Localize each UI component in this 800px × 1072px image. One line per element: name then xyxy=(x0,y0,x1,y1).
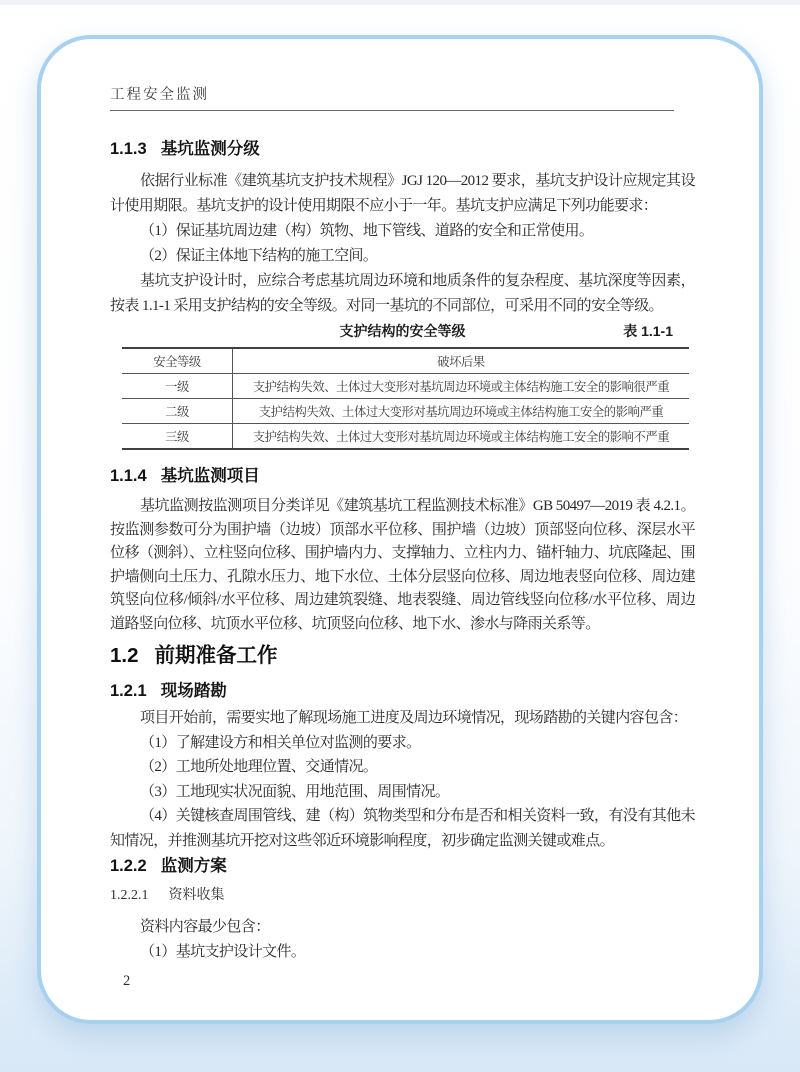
table-cell: 三级 xyxy=(122,424,233,450)
previous-page-edge xyxy=(0,0,800,5)
list-item: （2）工地所处地理位置、交通情况。 xyxy=(140,759,378,775)
paragraph: 资料内容最少包含： xyxy=(140,919,270,935)
table-header-cell: 破坏后果 xyxy=(233,348,689,374)
section-number: 1.1.3 xyxy=(110,140,147,158)
table-caption xyxy=(110,321,695,341)
table-row xyxy=(122,374,689,399)
page-content xyxy=(110,85,695,991)
paragraph: 基坑支护设计时，应综合考虑基坑周边环境和地质条件的复杂程度、基坑深度等因素，按表 1.1-1 采用支护结构的安全等级。对同一基坑的不同部位，可采用不同的安全等级。 xyxy=(110,273,695,314)
safety-grade-table xyxy=(122,347,689,450)
list-item: （3）工地现实状况面貌、用地范围、周围情况。 xyxy=(140,783,450,800)
table-title: 支护结构的安全等级 xyxy=(339,323,466,339)
section-title: 现场踏勘 xyxy=(160,682,227,700)
document-page xyxy=(37,35,763,1024)
paragraph: 依据行业标准《建筑基坑支护技术规程》JGJ 120—2012 要求，基坑支护设计应规定其设计使用期限。基坑支护的设计使用期限不应小于一年。基坑支护应满足下列功能要求： xyxy=(110,173,695,214)
section-title: 资料收集 xyxy=(168,888,225,903)
section-heading-1-2-1 xyxy=(110,680,695,702)
section-title: 基坑监测项目 xyxy=(160,467,260,485)
section-heading-1-2-2 xyxy=(110,855,695,877)
page-number: 2 xyxy=(123,973,131,989)
section-number: 1.2.1 xyxy=(110,682,147,700)
paragraph: 项目开始前，需要实地了解现场施工进度及周边环境情况，现场踏勘的关键内容包含： xyxy=(140,710,688,726)
paragraph: 基坑监测按监测项目分类详见《建筑基坑工程监测技术标准》GB 50497—2019 表 4.2.1。按监测参数可分为围护墙（边坡）顶部水平位移、围护墙（边坡）顶部竖向位移、深层水平位移（测斜）、立柱竖向位移、围护墙内力、支撑轴力、立柱内力、锚杆轴力、坑底隆起、围护墙侧向土压力、孔隙水压力、地下水位、土体分层竖向位移、周边地表竖向位移、周边建筑竖向位移/倾斜/水平位移、周边建筑裂缝、地表裂缝、周边管线竖向位移/水平位移、周边道路竖向位移、坑顶水平位移、坑顶竖向位移、地下水、渗水与降雨关系等。 xyxy=(110,498,695,632)
table-cell: 支护结构失效、土体过大变形对基坑周边环境或主体结构施工安全的影响不严重 xyxy=(252,430,670,444)
table-cell: 支护结构失效、土体过大变形对基坑周边环境或主体结构施工安全的影响严重 xyxy=(233,399,689,424)
section-title: 基坑监测分级 xyxy=(160,140,260,158)
list-item: （1）基坑支护设计文件。 xyxy=(140,944,306,960)
table-row xyxy=(122,399,689,424)
list-item: （4）关键核查周围管线、建（构）筑物类型和分布是否和相关资料一致，有没有其他未知情况，并推测基坑开挖对这些邻近环境影响程度，初步确定监测关键或难点。 xyxy=(110,808,695,849)
table-wrapper xyxy=(122,347,689,450)
list-item: （1）了解建设方和相关单位对监测的要求。 xyxy=(140,734,421,751)
table-cell: 二级 xyxy=(122,399,233,424)
list-item: （1）保证基坑周边建（构）筑物、地下管线、道路的安全和正常使用。 xyxy=(140,223,594,239)
section-heading-1-1-4 xyxy=(110,465,695,487)
table-number: 表 1.1-1 xyxy=(623,323,673,339)
section-heading-1-1-3 xyxy=(110,138,695,160)
section-title: 前期准备工作 xyxy=(154,644,278,667)
section-title: 监测方案 xyxy=(160,857,227,875)
section-number: 1.1.4 xyxy=(110,467,147,485)
list-item: （2）保证主体地下结构的施工空间。 xyxy=(140,248,378,264)
table-header-row xyxy=(122,348,689,374)
running-header-text: 工程安全监测 xyxy=(110,87,209,103)
table-cell: 支护结构失效、土体过大变形对基坑周边环境或主体结构施工安全的影响很严重 xyxy=(233,374,689,399)
table-row xyxy=(122,424,689,450)
section-heading-1-2 xyxy=(110,642,695,670)
table-cell: 一级 xyxy=(122,374,233,399)
running-header xyxy=(110,85,695,105)
section-number: 1.2 xyxy=(110,644,139,667)
table-header-cell: 安全等级 xyxy=(122,348,233,374)
section-heading-1-2-2-1 xyxy=(110,887,695,905)
running-header-rule xyxy=(110,110,674,111)
section-number: 1.2.2.1 xyxy=(110,888,149,903)
section-number: 1.2.2 xyxy=(110,857,147,875)
